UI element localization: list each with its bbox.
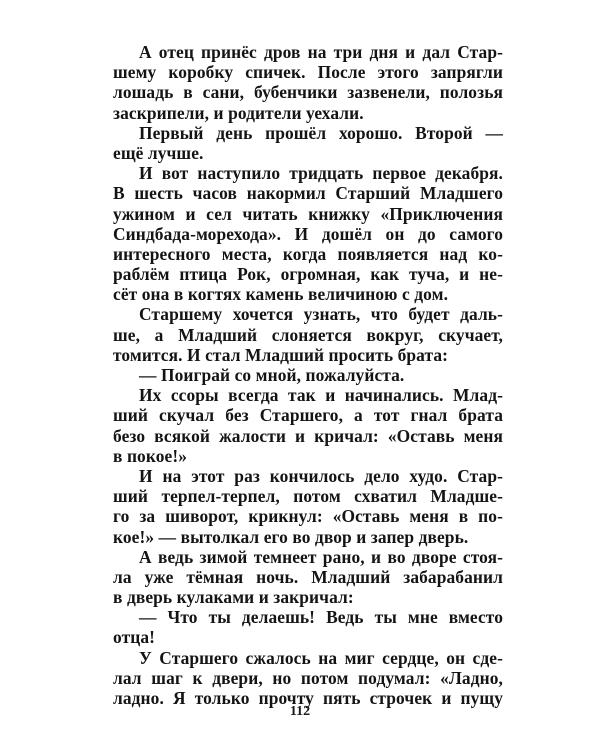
text-line: го за шиворот, крикнул: «Оставь меня в по- [113, 506, 503, 527]
text-line: шему коробку спичек. После этого запрягли [113, 62, 503, 83]
text-line: безо всякой жалости и кричал: «Оставь меня [113, 425, 503, 446]
text-line: У Старшего сжалось на миг сердце, он сде- [139, 647, 503, 668]
text-line: — Поиграй со мной, пожалуйста. [139, 365, 405, 385]
text-line: в покое!» [113, 445, 188, 466]
text-line: ладно. Я только прочту пять строчек и пущу [113, 688, 503, 708]
text-line: В шесть часов накормил Старший Младшего [113, 183, 503, 204]
text-line: в дверь кулаками и закричал: [113, 587, 354, 608]
text-line: ший терпел-терпел, потом схватил Младше- [113, 486, 503, 507]
text-line: лошадь в сани, бубенчики зазвенели, полозья [113, 82, 503, 103]
text-line: сёт она в когтях камень величиною с дом. [113, 284, 449, 305]
text-line: раблём птица Рок, огромная, как туча, и не- [113, 264, 503, 285]
text-line: ла уже тёмная ночь. Младший забарабанил [113, 566, 503, 587]
text-line: отца! [113, 627, 156, 648]
text-line: Их ссоры всегда так и начинались. Млад- [139, 385, 503, 406]
text-line: ещё лучше. [113, 142, 204, 163]
text-line: кое!» — вытолкал его во двор и запер дверь. [113, 526, 469, 547]
text-line: ше, а Младший слоняется вокруг, скучает, [113, 324, 503, 345]
text-line: интересного места, когда появляется над ко- [113, 243, 503, 264]
text-line: Старшему хочется узнать, что будет даль- [139, 304, 503, 325]
page-number: 112 [289, 704, 311, 719]
text-line: Первый день прошёл хорошо. Второй — [139, 122, 503, 143]
text-line: — Что ты делаешь! Ведь ты мне вместо [139, 607, 503, 628]
text-line: И вот наступило тридцать первое декабря. [139, 163, 503, 184]
text-line: заскрипели, и родители уехали. [113, 102, 364, 123]
text-line: ший скучал без Старшего, а тот гнал брата [113, 405, 503, 426]
text-line: лал шаг к двери, но потом подумал: «Ладно, [113, 667, 503, 688]
text-line: А отец принёс дров на три дня и дал Стар- [139, 42, 503, 62]
story-text [113, 42, 503, 708]
text-line: А ведь зимой темнеет рано, и во дворе стоя- [139, 546, 503, 567]
text-line: ужином и сел читать книжку «Приключения [113, 203, 503, 224]
text-line: Синдбада-морехода». И дошёл он до самого [113, 223, 503, 244]
text-line: И на этот раз кончилось дело худо. Стар- [139, 465, 503, 486]
text-line: томится. И стал Младший просить брата: [113, 344, 449, 365]
